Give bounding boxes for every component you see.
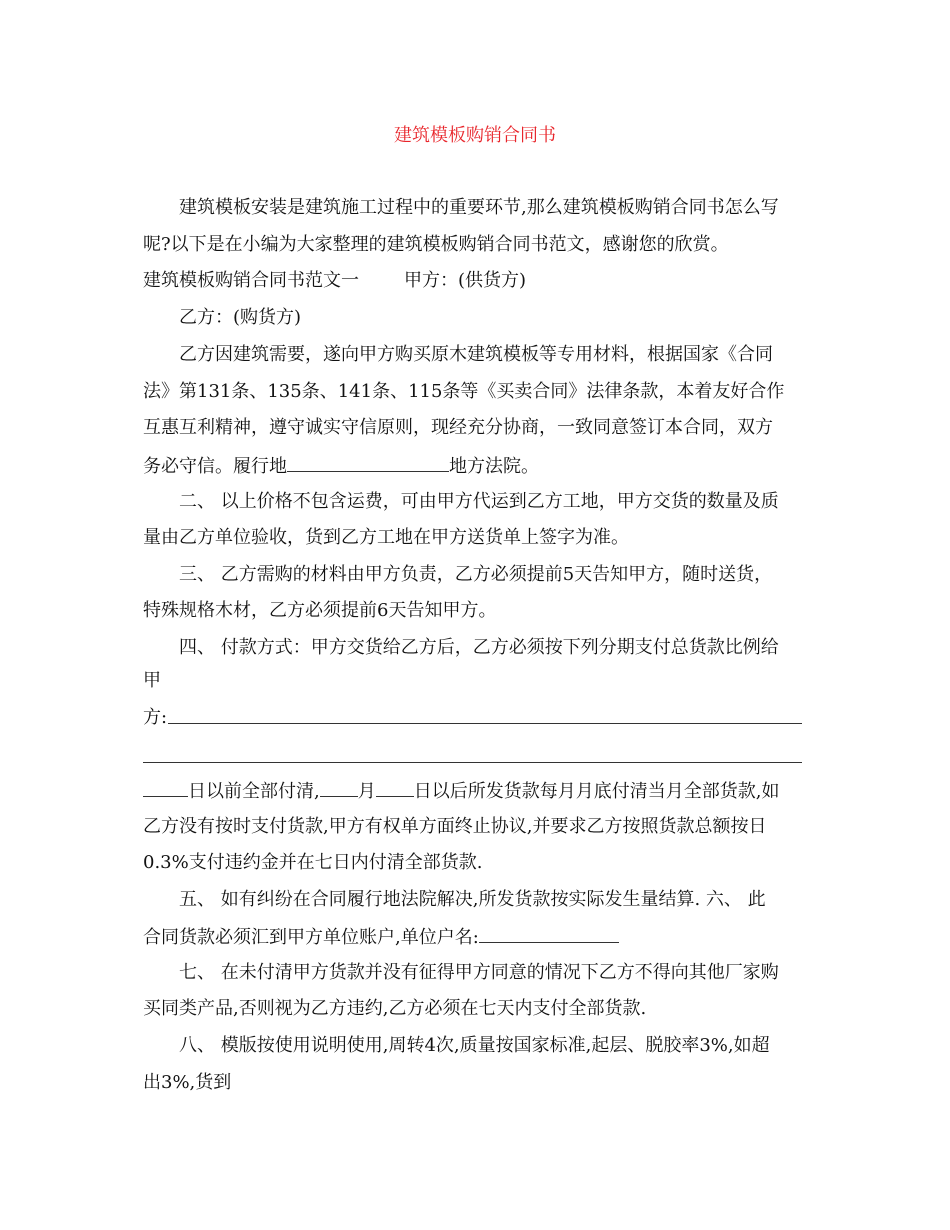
clause-3-line-1: 三、 乙方需购的材料由甲方负责，乙方必须提前5天告知甲方，随时送货， bbox=[179, 564, 773, 585]
clause-2-line-1: 二、 以上价格不包含运费，可由甲方代运到乙方工地，甲方交货的数量及质 bbox=[179, 491, 779, 512]
month-blank bbox=[320, 778, 358, 797]
clause-8-line-1: 八、 模版按使用说明使用,周转4次,质量按国家标准,起层、脱胶率3%,如超 bbox=[179, 1035, 770, 1056]
clause-4-line-7: 0.3%支付违约金并在七日内付清全部货款. bbox=[143, 852, 483, 873]
preamble-line-2: 法》第131条、135条、141条、115条等《买卖合同》法律条款，本着友好合作 bbox=[143, 381, 785, 402]
clause-4-line-5-text-a: 日以前全部付清, bbox=[188, 781, 320, 802]
venue-blank bbox=[287, 453, 449, 472]
clause-4-line-3: 方: bbox=[143, 707, 168, 728]
document-title: 建筑模板购销合同书 bbox=[394, 125, 556, 146]
day-blank-2 bbox=[376, 778, 414, 797]
clause-4-line-1: 四、 付款方式：甲方交货给乙方后，乙方必须按下列分期支付总货款比例给 bbox=[179, 637, 779, 658]
clause-4-line-5 bbox=[143, 778, 779, 804]
payment-blank-2 bbox=[143, 762, 802, 763]
payment-blank-1 bbox=[168, 723, 802, 724]
clause-4-line-5-text-c: 日以后所发货款每月月底付清当月全部货款,如 bbox=[413, 781, 780, 802]
preamble-line-4-text-a: 务必守信。履行地 bbox=[143, 456, 287, 477]
clause-5-line-1: 五、 如有纠纷在合同履行地法院解决,所发货款按实际发生量结算. 六、 此 bbox=[179, 889, 766, 910]
preamble-line-3: 互惠互利精神，遵守诚实守信原则，现经充分协商，一致同意签订本合同，双方 bbox=[143, 417, 773, 438]
preamble-line-4-text-b: 地方法院。 bbox=[449, 456, 539, 477]
intro-line-1: 建筑模板安装是建筑施工过程中的重要环节,那么建筑模板购销合同书怎么写 bbox=[179, 197, 779, 218]
party-b-label: 乙方：(购货方) bbox=[179, 307, 302, 328]
clause-5-line-2 bbox=[143, 924, 619, 950]
day-blank-1 bbox=[143, 778, 188, 797]
clause-2-line-2: 量由乙方单位验收，货到乙方工地在甲方送货单上签字为准。 bbox=[143, 527, 629, 548]
clause-4-line-6: 乙方没有按时支付货款,甲方有权单方面终止协议,并要求乙方按照货款总额按日 bbox=[143, 816, 767, 837]
clause-7-line-2: 买同类产品,否则视为乙方违约,乙方必须在七天内支付全部货款. bbox=[143, 998, 647, 1019]
sample-heading: 建筑模板购销合同书范文一 bbox=[143, 270, 359, 291]
party-a-label: 甲方：(供货方) bbox=[404, 270, 527, 291]
clause-5-line-2-text: 合同货款必须汇到甲方单位账户,单位户名: bbox=[143, 927, 479, 948]
clause-4-line-2: 甲 bbox=[143, 670, 161, 691]
clause-4-line-5-text-b: 月 bbox=[357, 781, 376, 802]
preamble-line-1: 乙方因建筑需要，遂向甲方购买原木建筑模板等专用材料，根据国家《合同 bbox=[179, 344, 773, 365]
clause-7-line-1: 七、 在未付清甲方货款并没有征得甲方同意的情况下乙方不得向其他厂家购 bbox=[179, 962, 779, 983]
clause-8-line-2: 出3%,货到 bbox=[143, 1072, 232, 1093]
clause-3-line-2: 特殊规格木材，乙方必须提前6天告知甲方。 bbox=[143, 600, 497, 621]
preamble-line-4 bbox=[143, 453, 539, 479]
intro-line-2: 呢?以下是在小编为大家整理的建筑模板购销合同书范文，感谢您的欣赏。 bbox=[143, 234, 729, 255]
account-name-blank bbox=[479, 924, 619, 943]
